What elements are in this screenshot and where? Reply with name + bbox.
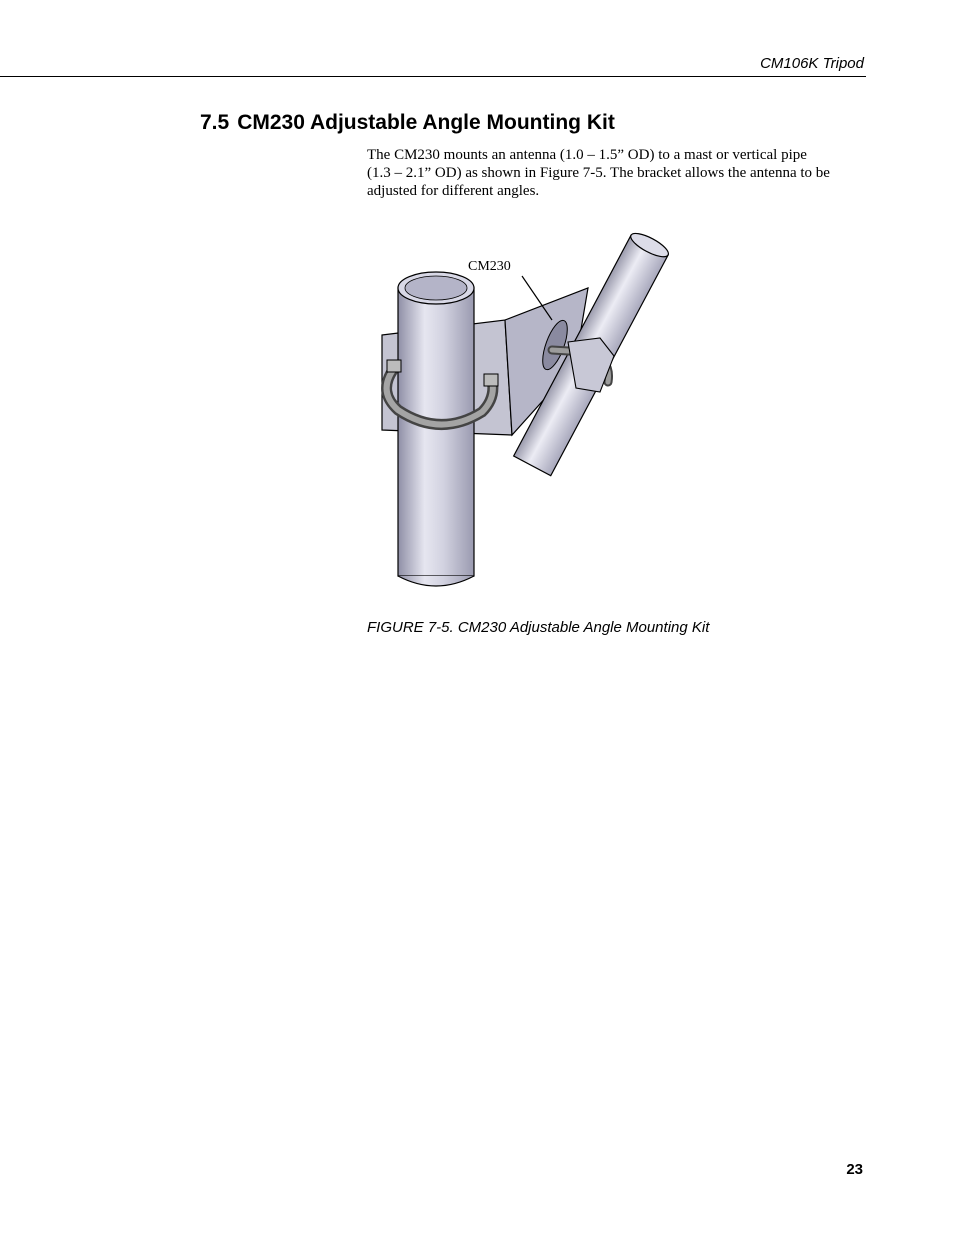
running-header: CM106K Tripod: [760, 55, 864, 72]
figure-callout-label: CM230: [468, 259, 511, 274]
header-rule: [0, 76, 866, 77]
body-line: (1.3 – 2.1” OD) as shown in Figure 7-5. The bracket allows the antenna to be: [367, 165, 830, 181]
section-number: 7.5: [200, 111, 230, 134]
body-line: The CM230 mounts an antenna (1.0 – 1.5” OD) to a mast or vertical pipe: [367, 147, 807, 163]
body-paragraph: [367, 146, 859, 200]
section-title: CM230 Adjustable Angle Mounting Kit: [237, 111, 615, 134]
body-line: adjusted for different angles.: [367, 183, 540, 199]
section-heading: [200, 111, 615, 135]
cm230-mount-illustration: [360, 220, 690, 600]
page-number: 23: [846, 1161, 863, 1178]
figure-caption: FIGURE 7-5. CM230 Adjustable Angle Mounting Kit: [367, 619, 710, 636]
